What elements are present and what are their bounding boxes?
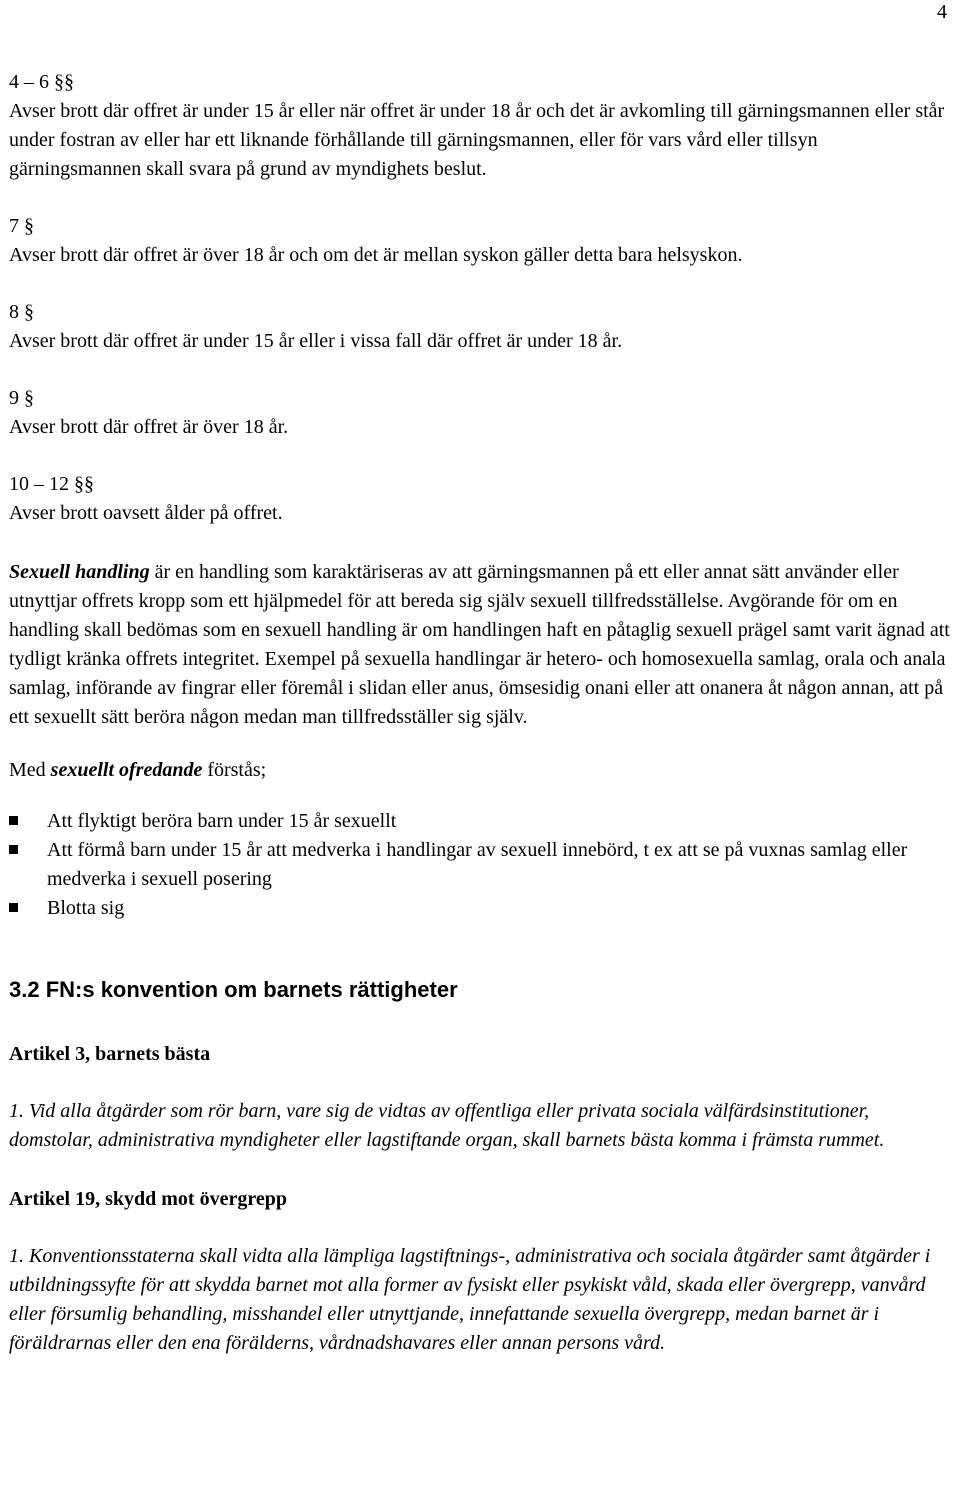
law-section-10-12 bbox=[9, 470, 954, 528]
section-text-7: Avser brott där offret är över 18 år och om det är mellan syskon gäller detta bara helsyskon. bbox=[9, 244, 743, 266]
article-3-text: 1. Vid alla åtgärder som rör barn, vare sig de vidtas av offentliga eller privata sociala välfärdsinstitutioner, domstolar, administrativa myndigheter eller lagstiftande organ, skall barnets bästa komma i främsta rummet. bbox=[9, 1100, 885, 1151]
definition-term: Sexuell handling bbox=[9, 561, 150, 583]
list-item-text: Att förmå barn under 15 år att medverka i handlingar av sexuell innebörd, t ex att se på vuxnas samlag eller medverka i sexuell posering bbox=[47, 839, 908, 890]
chapter-heading: 3.2 FN:s konvention om barnets rättigheter bbox=[9, 977, 458, 1002]
section-heading-7: 7 § bbox=[9, 215, 34, 237]
square-bullet-icon bbox=[9, 816, 18, 825]
section-heading-8: 8 § bbox=[9, 301, 34, 323]
section-heading-4-6: 4 – 6 §§ bbox=[9, 71, 74, 93]
list-item bbox=[9, 836, 954, 894]
section-text-9: Avser brott där offret är över 18 år. bbox=[9, 416, 289, 438]
list-item-text: Blotta sig bbox=[47, 897, 125, 919]
square-bullet-icon bbox=[9, 845, 18, 854]
definition-text: är en handling som karaktäriseras av att gärningsmannen på ett eller annat sätt använder eller utnyttjar offrets kropp som ett hjälpmedel för att bereda sig själv sexuell tillfredsställelse. Avgörande för om en handling skall bedömas som en sexuell handling är om handlingen haft en påtaglig sexuell prägel samt varit ägnad att tydligt kränka offrets integritet. Exempel på sexuella handlingar är hetero- och homosexuella samlag, orala och anala samlag, införande av fingrar eller föremål i slidan eller anus, ömsesidig onani eller att onanera åt någon annan, att på ett sexuellt sätt beröra någon medan man tillfredsställer sig själv. bbox=[9, 561, 950, 728]
law-section-8 bbox=[9, 298, 954, 356]
article-19-text: 1. Konventionsstaterna skall vidta alla lämpliga lagstiftnings-, administrativa och sociala åtgärder samt åtgärder i utbildningssyfte för att skydda barnet mot alla former av fysiskt eller psykiskt våld, skada eller övergrepp, vanvård eller försumlig behandling, misshandel eller utnyttjande, innefattande sexuella övergrepp, medan barnet är i föräldrarnas eller den ena förälderns, vårdnadshavares eller annan persons vård. bbox=[9, 1245, 931, 1354]
article-3-heading: Artikel 3, barnets bästa bbox=[9, 1043, 211, 1065]
section-text-8: Avser brott där offret är under 15 år eller i vissa fall där offret är under 18 år. bbox=[9, 330, 623, 352]
law-section-4-6 bbox=[9, 68, 954, 184]
ofredande-term: sexuellt ofredande bbox=[50, 759, 203, 781]
section-heading-10-12: 10 – 12 §§ bbox=[9, 473, 94, 495]
definition-paragraph bbox=[9, 558, 954, 732]
list-item bbox=[9, 807, 954, 836]
law-section-9 bbox=[9, 384, 954, 442]
page-number: 4 bbox=[937, 1, 947, 23]
section-text-10-12: Avser brott oavsett ålder på offret. bbox=[9, 502, 283, 524]
article-19-heading: Artikel 19, skydd mot övergrepp bbox=[9, 1188, 287, 1210]
section-text-4-6: Avser brott där offret är under 15 år eller när offret är under 18 år och det är avkomling till gärningsmannen eller står under fostran av eller har ett liknande förhållande till gärningsmannen, eller för vars vård eller tillsyn gärningsmannen skall svara på grund av myndighets beslut. bbox=[9, 100, 945, 180]
document-body bbox=[9, 68, 954, 1358]
ofredande-suffix: förstås; bbox=[202, 759, 267, 781]
section-heading-9: 9 § bbox=[9, 387, 34, 409]
list-item bbox=[9, 894, 954, 923]
law-section-7 bbox=[9, 212, 954, 270]
ofredande-prefix: Med bbox=[9, 759, 51, 781]
ofredande-list bbox=[9, 807, 954, 923]
list-item-text: Att flyktigt beröra barn under 15 år sexuellt bbox=[47, 810, 397, 832]
square-bullet-icon bbox=[9, 903, 18, 912]
ofredande-intro bbox=[9, 756, 954, 785]
